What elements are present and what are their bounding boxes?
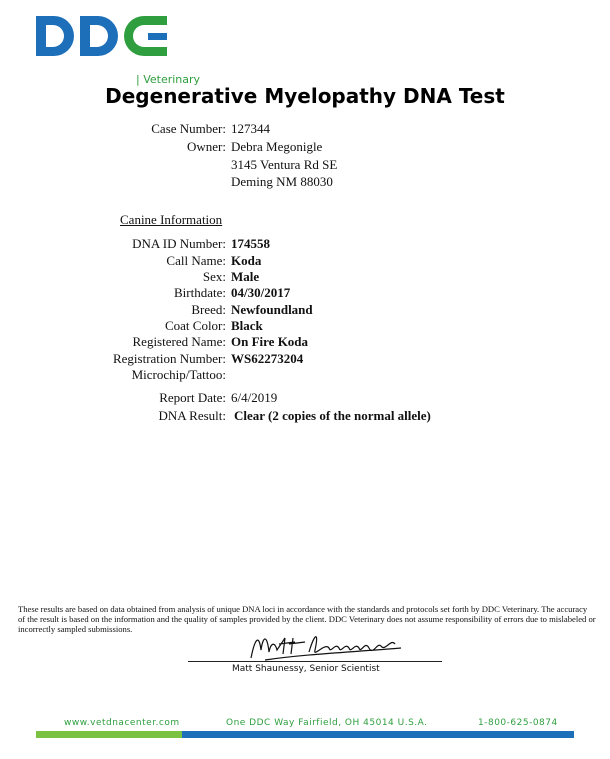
footer-phone: 1-800-625-0874 xyxy=(478,718,558,728)
signature-image xyxy=(245,628,405,664)
field-value: Koda xyxy=(231,253,262,268)
field-label: Breed: xyxy=(191,302,226,317)
document-title: Degenerative Myelopathy DNA Test xyxy=(105,84,505,108)
field-value: Male xyxy=(231,269,260,284)
signature-line xyxy=(188,661,442,662)
owner-address2: Deming NM 88030 xyxy=(231,174,333,189)
ddc-logo-mark xyxy=(36,14,176,58)
field-value: 04/30/2017 xyxy=(231,285,291,300)
field-label: Microchip/Tattoo: xyxy=(131,367,226,382)
dna-result-value: Clear (2 copies of the normal allele) xyxy=(234,408,431,423)
footer-website[interactable]: www.vetdnacenter.com xyxy=(64,718,180,728)
canine-section-title: Canine Information xyxy=(120,212,223,227)
owner-address1: 3145 Ventura Rd SE xyxy=(231,157,338,172)
field-label: Registered Name: xyxy=(132,334,226,349)
field-value: 174558 xyxy=(231,236,270,251)
field-value: On Fire Koda xyxy=(231,334,309,349)
field-label: Coat Color: xyxy=(164,318,226,333)
field-value: WS62273204 xyxy=(231,351,304,366)
field-label: DNA ID Number: xyxy=(132,236,226,251)
report-date-label: Report Date: xyxy=(159,390,226,405)
report-date-value: 6/4/2019 xyxy=(231,390,278,405)
footer-bar-blue xyxy=(182,731,574,738)
footer-address: One DDC Way Fairfield, OH 45014 U.S.A. xyxy=(226,718,428,728)
disclaimer-text: These results are based on data obtained from analysis of unique DNA loci in accordance with the standards and protocols set forth by DDC Veterinary. The accuracy of the result is based on the information and the quality of samples provided by the client. DDC Veterinary does not assume responsibility of errors due to mislabeled or incorrectly sampled submissions. xyxy=(18,604,596,634)
case-number-value: 127344 xyxy=(231,121,270,136)
dna-result-label: DNA Result: xyxy=(158,408,226,423)
footer-bar-green xyxy=(36,731,182,738)
ddc-logo xyxy=(36,14,201,86)
logo-tagline: | Veterinary xyxy=(136,73,201,86)
field-label: Sex: xyxy=(202,269,226,284)
field-label: Registration Number: xyxy=(112,351,226,366)
field-label: Birthdate: xyxy=(174,285,226,300)
field-value: Black xyxy=(231,318,263,333)
owner-name: Debra Megonigle xyxy=(231,139,323,154)
field-value: Newfoundland xyxy=(231,302,313,317)
field-label: Call Name: xyxy=(166,253,226,268)
signer-name: Matt Shaunessy, Senior Scientist xyxy=(232,664,380,674)
case-number-label: Case Number: xyxy=(151,121,226,136)
owner-label: Owner: xyxy=(187,139,226,154)
